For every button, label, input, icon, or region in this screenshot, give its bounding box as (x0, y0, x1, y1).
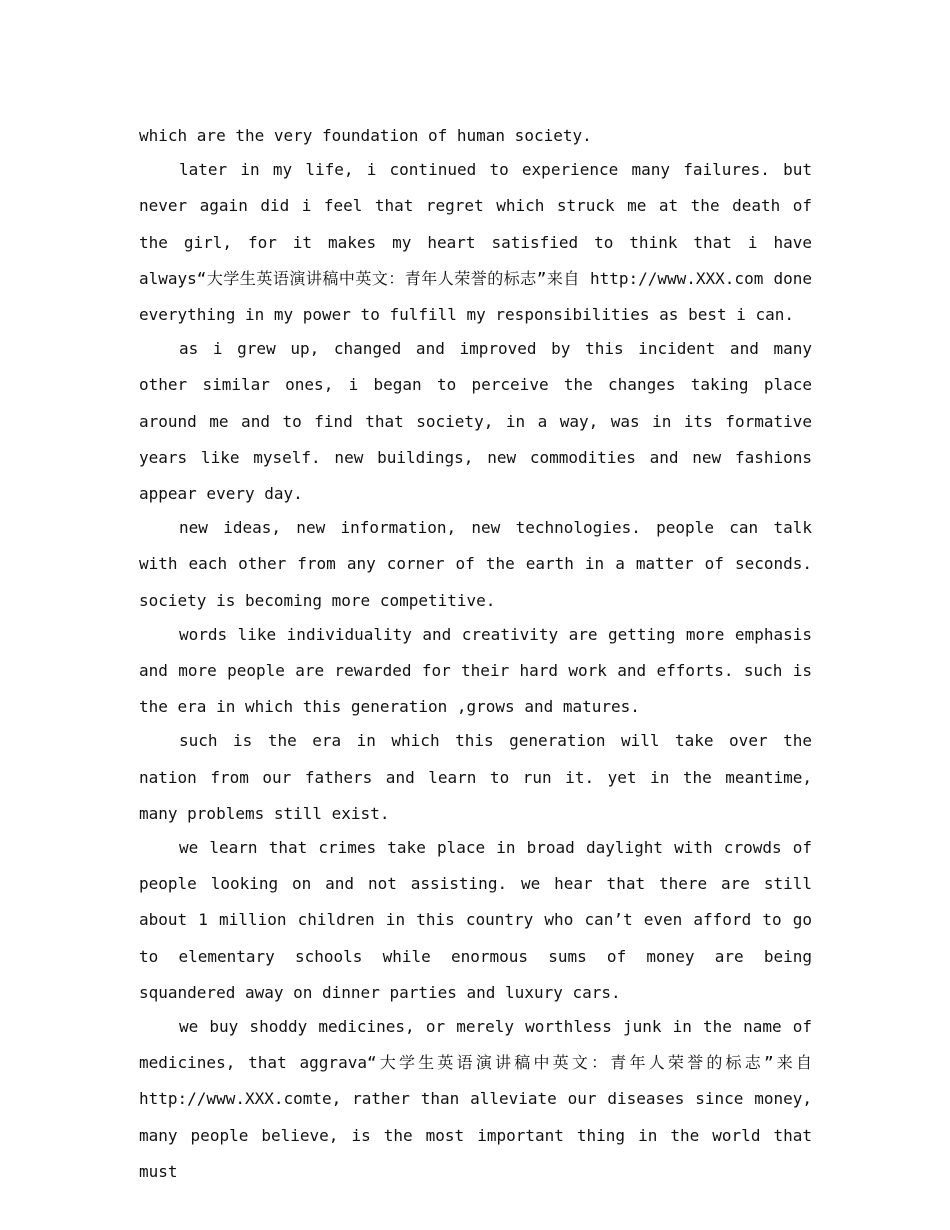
document-page (139, 118, 812, 1188)
paragraph-2: later in my life, i continued to experience many failures. but never again did i feel that regret which struck me at the death of the girl, for it makes my heart satisfied to think that i have always“大学生英语演讲稿中英文：青年人荣誉的标志”来自 http://www.XXX.com done everything in my power to fulfill my responsibilities as best i can. (139, 160, 812, 325)
paragraph-5: words like individuality and creativity are getting more emphasis and more people are rewarded for their hard work and efforts. such is the era in which this generation ,grows and matures. (139, 624, 812, 717)
paragraph-6: such is the era in which this generation will take over the nation from our fathers and learn to run it. yet in the meantime, many problems still exist. (139, 731, 812, 823)
paragraph-1: which are the very foundation of human society. (139, 126, 592, 145)
paragraph-8: we buy shoddy medicines, or merely worthless junk in the name of medicines, that aggrava“大学生英语演讲稿中英文：青年人荣誉的标志”来自 http://www.XXX.comte, rather than alleviate our diseases since money, many people believe, is the most important thing in the world that must (139, 1017, 812, 1181)
paragraph-7: we learn that crimes take place in broad daylight with crowds of people looking on and not assisting. we hear that there are still about 1 million children in this country who can’t even afford to go to elementary schools while enormous sums of money are being squandered away on dinner parties and luxury cars. (139, 838, 812, 1002)
paragraph-3: as i grew up, changed and improved by this incident and many other similar ones, i began to perceive the changes taking place around me and to find that society, in a way, was in its formative years like myself. new buildings, new commodities and new fashions appear every day. (139, 339, 812, 504)
paragraph-4: new ideas, new information, new technologies. people can talk with each other from any corner of the earth in a matter of seconds. society is becoming more competitive. (139, 518, 812, 610)
